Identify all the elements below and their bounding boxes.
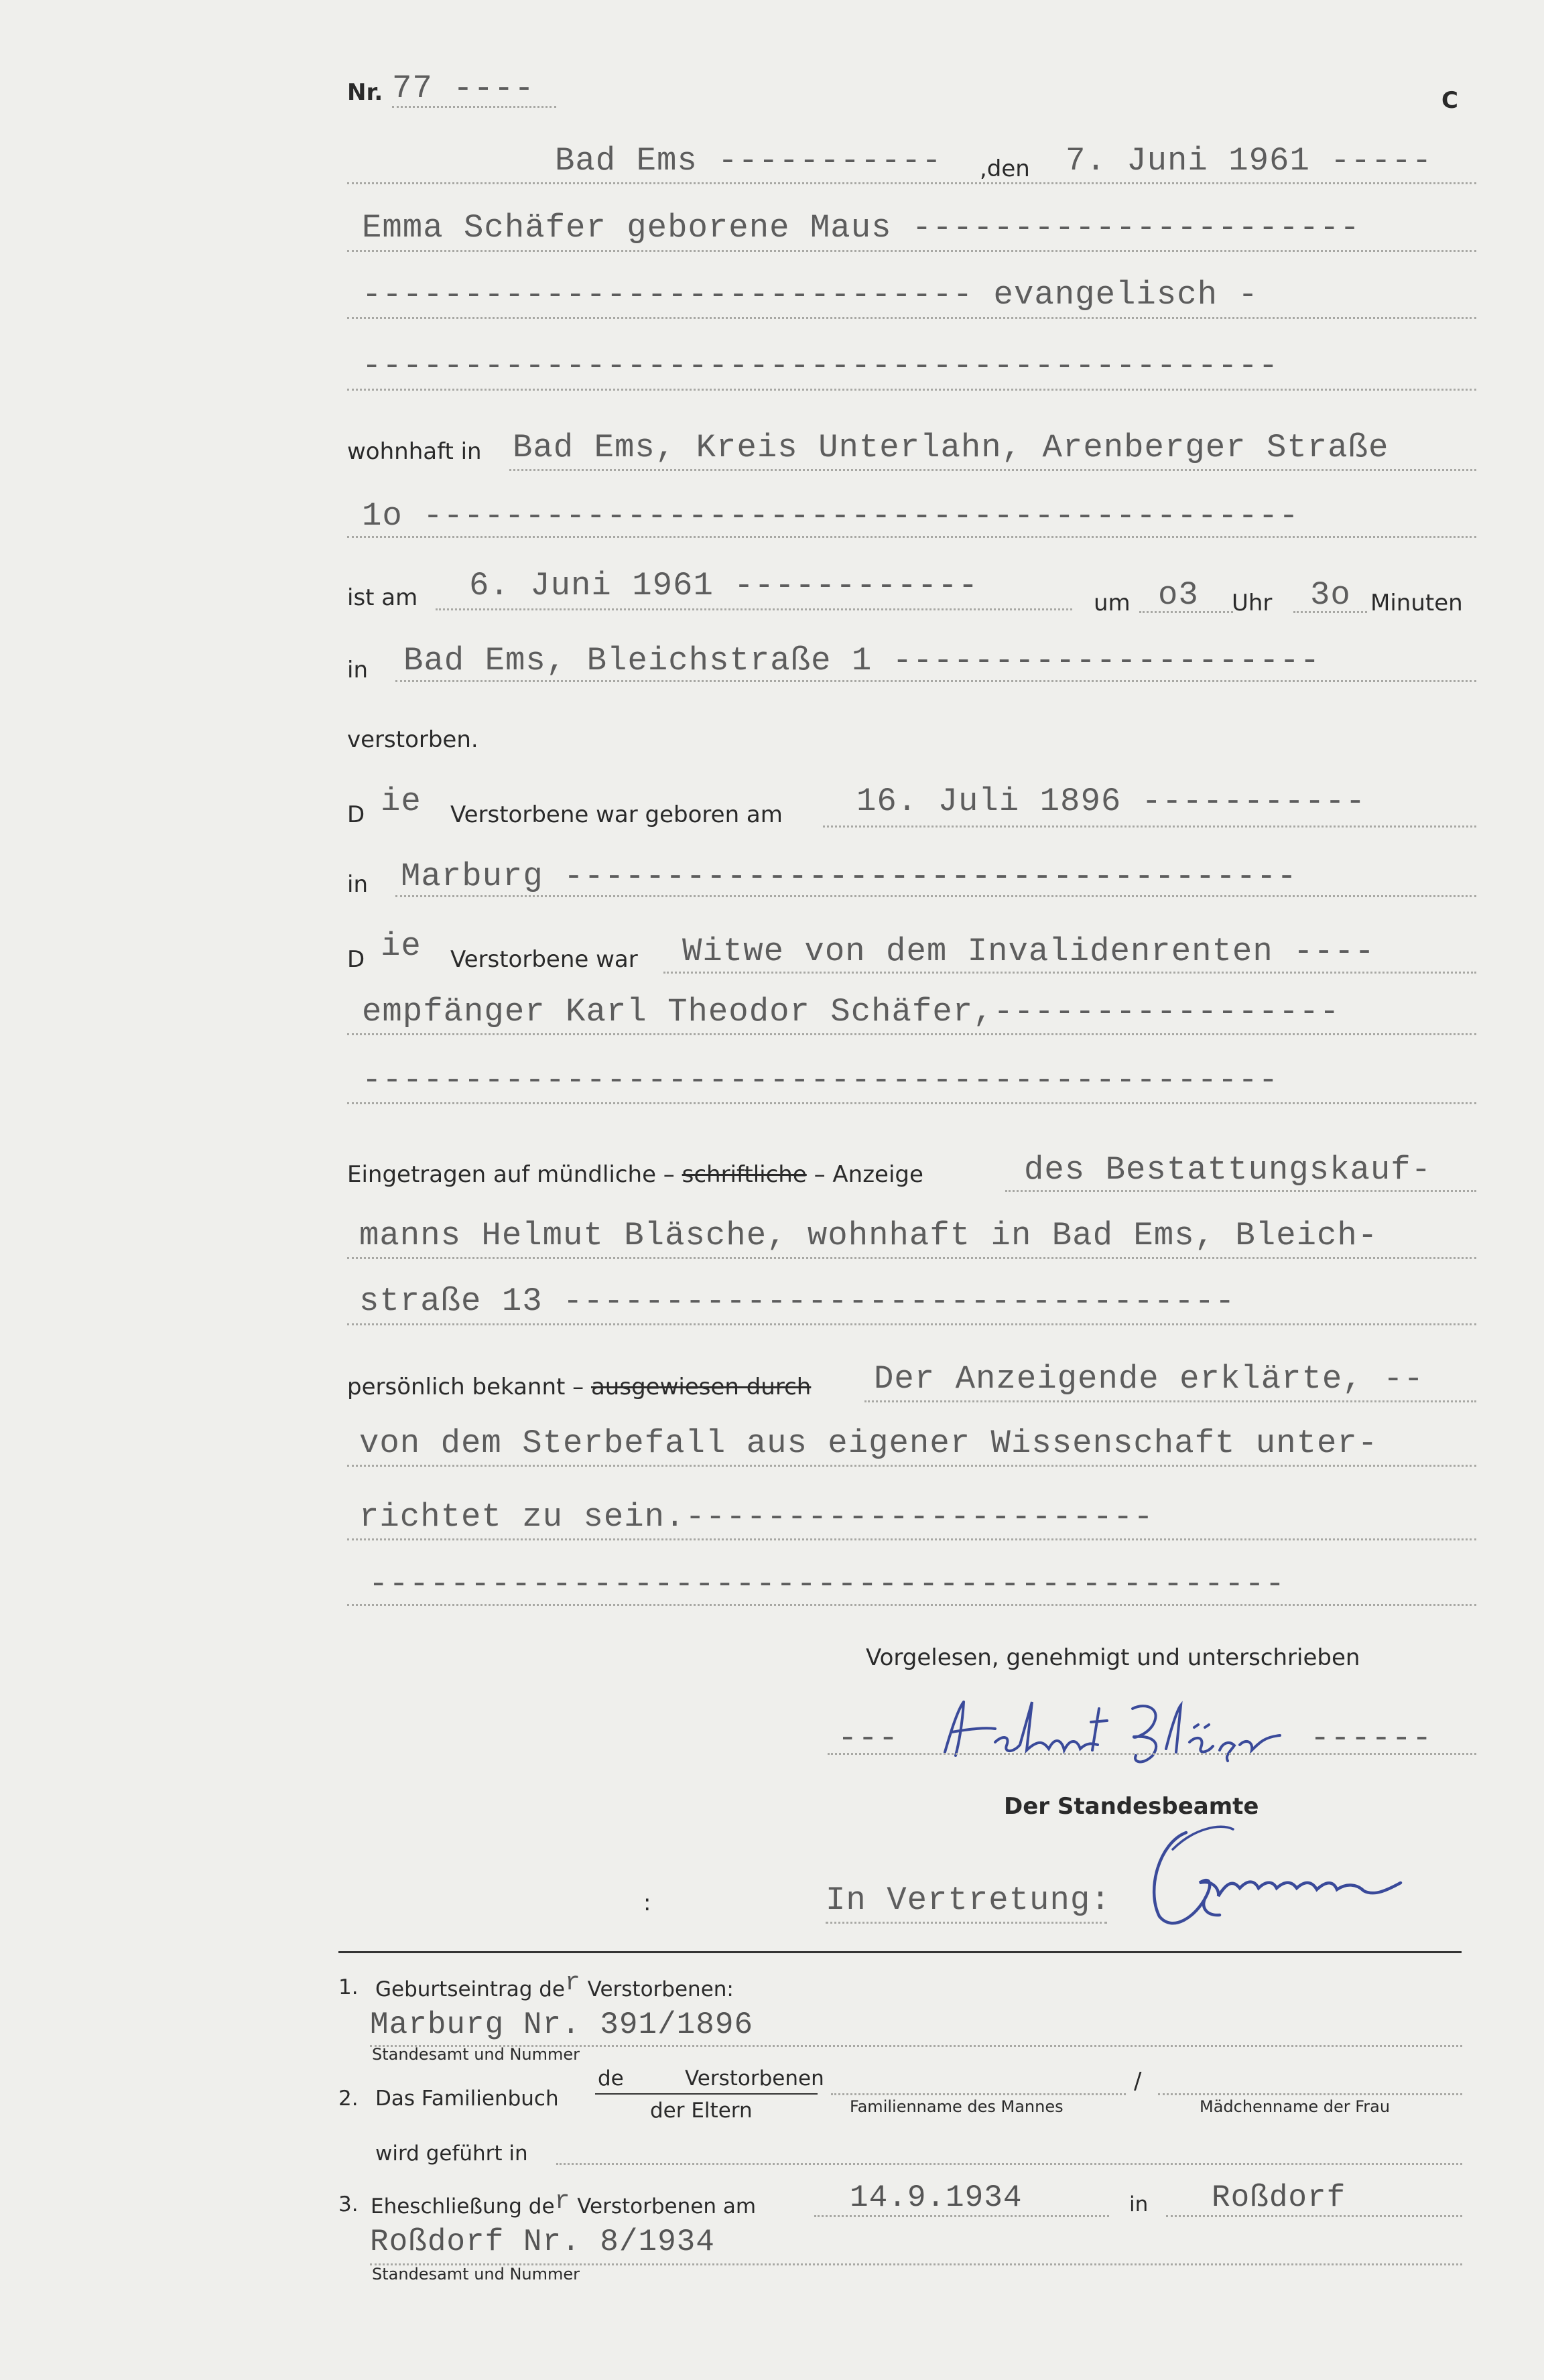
identity-label-prefix: persönlich bekannt – bbox=[347, 1374, 584, 1400]
death-date-line bbox=[436, 608, 1072, 610]
residence-value: Bad Ems, Kreis Unterlahn, Arenberger Straße bbox=[513, 429, 1389, 466]
report-label-prefix: Eingetragen auf mündliche – bbox=[347, 1161, 675, 1188]
marriage-label-b: Verstorbenen am bbox=[577, 2194, 757, 2219]
read-approved-label: Vorgelesen, genehmigt und unterschrieben bbox=[866, 1644, 1360, 1671]
identity-line4: --------------------------------------------- bbox=[369, 1565, 1286, 1603]
status-line2: empfänger Karl Theodor Schäfer,----------------- bbox=[362, 993, 1340, 1031]
identity-line3: richtet zu sein.----------------------- bbox=[359, 1498, 1154, 1536]
birth-in-label: in bbox=[347, 871, 368, 898]
identity-line1: Der Anzeigende erklärte, -- bbox=[874, 1360, 1424, 1398]
deputy-colon: : bbox=[643, 1890, 651, 1916]
nr-label: Nr. bbox=[347, 79, 383, 106]
familybook-fraction-bar bbox=[595, 2093, 818, 2095]
report-line1: des Bestattungskauf- bbox=[1024, 1151, 1432, 1189]
familybook-slash: / bbox=[1134, 2068, 1142, 2095]
identity-line2-dots bbox=[347, 1465, 1476, 1467]
report-line1-dots bbox=[1005, 1190, 1476, 1192]
marriage-label-a: Eheschließung de bbox=[371, 2194, 555, 2219]
marriage-place: Roßdorf bbox=[1212, 2180, 1346, 2215]
registration-date: 7. Juni 1961 ----- bbox=[1066, 142, 1433, 180]
deceased-name: Emma Schäfer geborene Maus ---------------------- bbox=[362, 209, 1360, 247]
kept-in-label: wird geführt in bbox=[375, 2141, 528, 2166]
birth-entry-value: Marburg Nr. 391/1896 bbox=[370, 2007, 754, 2042]
familybook-label: Das Familienbuch bbox=[375, 2087, 559, 2111]
status-line3-dots bbox=[347, 1102, 1476, 1104]
report-line3: straße 13 --------------------------------- bbox=[359, 1282, 1236, 1320]
fn1-label-a: Geburtseintrag de bbox=[375, 1977, 565, 2001]
blank-line bbox=[347, 389, 1476, 391]
familybook-parents: der Eltern bbox=[650, 2099, 753, 2123]
fn1-label-r: r bbox=[564, 1969, 581, 1997]
birth-d-label: D bbox=[347, 801, 365, 828]
wife-name-label: Mädchenname der Frau bbox=[1200, 2097, 1391, 2116]
entry-number: 77 ---- bbox=[392, 70, 535, 107]
registrar-signature bbox=[1133, 1816, 1454, 1943]
marriage-place-line bbox=[1166, 2215, 1462, 2217]
registrar-label: Der Standesbeamte bbox=[1004, 1793, 1259, 1820]
uhr-label: Uhr bbox=[1232, 590, 1273, 616]
identity-label-struck: ausgewiesen durch bbox=[590, 1374, 812, 1400]
corner-letter: C bbox=[1441, 87, 1458, 114]
identity-line2: von dem Sterbefall aus eigener Wissenschaft unter- bbox=[359, 1425, 1378, 1462]
blank-dash-line: --------------------------------------------- bbox=[362, 347, 1279, 385]
fn2-number: 2. bbox=[338, 2087, 359, 2111]
signature-dash-right: ------ bbox=[1310, 1719, 1433, 1757]
familybook-de: de bbox=[598, 2066, 624, 2091]
report-label-suffix: – Anzeige bbox=[814, 1161, 923, 1188]
minuten-label: Minuten bbox=[1370, 590, 1463, 616]
birth-date-line bbox=[823, 825, 1476, 828]
death-place-line bbox=[395, 680, 1476, 682]
status-line3: --------------------------------------------- bbox=[362, 1061, 1279, 1099]
identity-label bbox=[347, 1374, 811, 1400]
status-d-label: D bbox=[347, 946, 365, 973]
husband-name-line bbox=[831, 2093, 1126, 2095]
name-line bbox=[347, 250, 1476, 252]
residence-cont-line bbox=[347, 536, 1476, 538]
um-label: um bbox=[1094, 590, 1131, 616]
marriage-label bbox=[371, 2187, 757, 2221]
fn1-label-b: Verstorbenen: bbox=[587, 1977, 734, 2001]
den-label: ,den bbox=[980, 155, 1030, 182]
wife-name-line bbox=[1158, 2093, 1462, 2095]
religion-line bbox=[347, 317, 1476, 319]
fn1-number: 1. bbox=[338, 1975, 359, 1999]
residence-label: wohnhaft in bbox=[347, 438, 482, 465]
death-date: 6. Juni 1961 ------------ bbox=[469, 567, 979, 604]
place-date-line bbox=[347, 182, 1476, 184]
fn3-registry-label: Standesamt und Nummer bbox=[372, 2265, 580, 2284]
marriage-label-r: r bbox=[554, 2187, 571, 2216]
death-hour: o3 bbox=[1158, 576, 1199, 614]
fn1-registry-label: Standesamt und Nummer bbox=[372, 2045, 580, 2064]
report-label bbox=[347, 1161, 923, 1188]
residence-line bbox=[509, 469, 1476, 471]
birth-place: Marburg ------------------------------------ bbox=[401, 858, 1297, 895]
status-line2-dots bbox=[347, 1033, 1476, 1035]
familybook-deceased: Verstorbenen bbox=[685, 2066, 824, 2091]
ist-am-label: ist am bbox=[347, 584, 418, 611]
entry-number-line bbox=[392, 106, 556, 108]
marriage-date-line bbox=[814, 2215, 1109, 2217]
deputy-line bbox=[826, 1922, 1107, 1924]
signature-dash-left: --- bbox=[838, 1719, 899, 1757]
identity-line4-dots bbox=[347, 1604, 1476, 1606]
kept-in-line bbox=[556, 2163, 1462, 2165]
birth-place-line bbox=[395, 895, 1476, 897]
deputy-label: In Vertretung: bbox=[826, 1881, 1111, 1919]
status-line1-dots bbox=[663, 972, 1476, 974]
birth-label: Verstorbene war geboren am bbox=[450, 801, 783, 828]
verstorben-label: verstorben. bbox=[347, 726, 478, 753]
signature-line bbox=[828, 1753, 1476, 1755]
birth-ie: ie bbox=[381, 783, 422, 820]
report-label-struck: schriftliche bbox=[682, 1161, 807, 1188]
informant-signature bbox=[931, 1689, 1334, 1769]
status-line1: Witwe von dem Invalidenrenten ---- bbox=[682, 933, 1375, 970]
death-minutes: 3o bbox=[1310, 576, 1351, 614]
hour-line bbox=[1139, 611, 1233, 613]
residence-continued: 1o ------------------------------------------- bbox=[362, 497, 1299, 535]
fn3-number: 3. bbox=[338, 2192, 359, 2217]
status-label: Verstorbene war bbox=[450, 946, 638, 973]
report-line3-dots bbox=[347, 1323, 1476, 1325]
husband-name-label: Familienname des Mannes bbox=[850, 2097, 1064, 2116]
report-line2: manns Helmut Bläsche, wohnhaft in Bad Ems, Bleich- bbox=[359, 1217, 1378, 1254]
marriage-registry: Roßdorf Nr. 8/1934 bbox=[370, 2225, 715, 2259]
birth-date: 16. Juli 1896 ----------- bbox=[856, 783, 1366, 820]
minutes-line bbox=[1293, 611, 1367, 613]
marriage-date: 14.9.1934 bbox=[850, 2180, 1023, 2215]
death-in-label: in bbox=[347, 657, 368, 683]
identity-line3-dots bbox=[347, 1538, 1476, 1540]
fn1-label bbox=[375, 1969, 734, 2004]
deceased-religion: ------------------------------ evangelisch - bbox=[362, 276, 1259, 314]
identity-line1-dots bbox=[864, 1400, 1476, 1402]
footnote-separator bbox=[338, 1951, 1462, 1953]
report-line2-dots bbox=[347, 1257, 1476, 1259]
status-ie: ie bbox=[381, 927, 422, 965]
death-place: Bad Ems, Bleichstraße 1 --------------------- bbox=[403, 642, 1321, 679]
marriage-in-label: in bbox=[1129, 2192, 1149, 2217]
registration-place: Bad Ems ----------- bbox=[555, 142, 942, 180]
